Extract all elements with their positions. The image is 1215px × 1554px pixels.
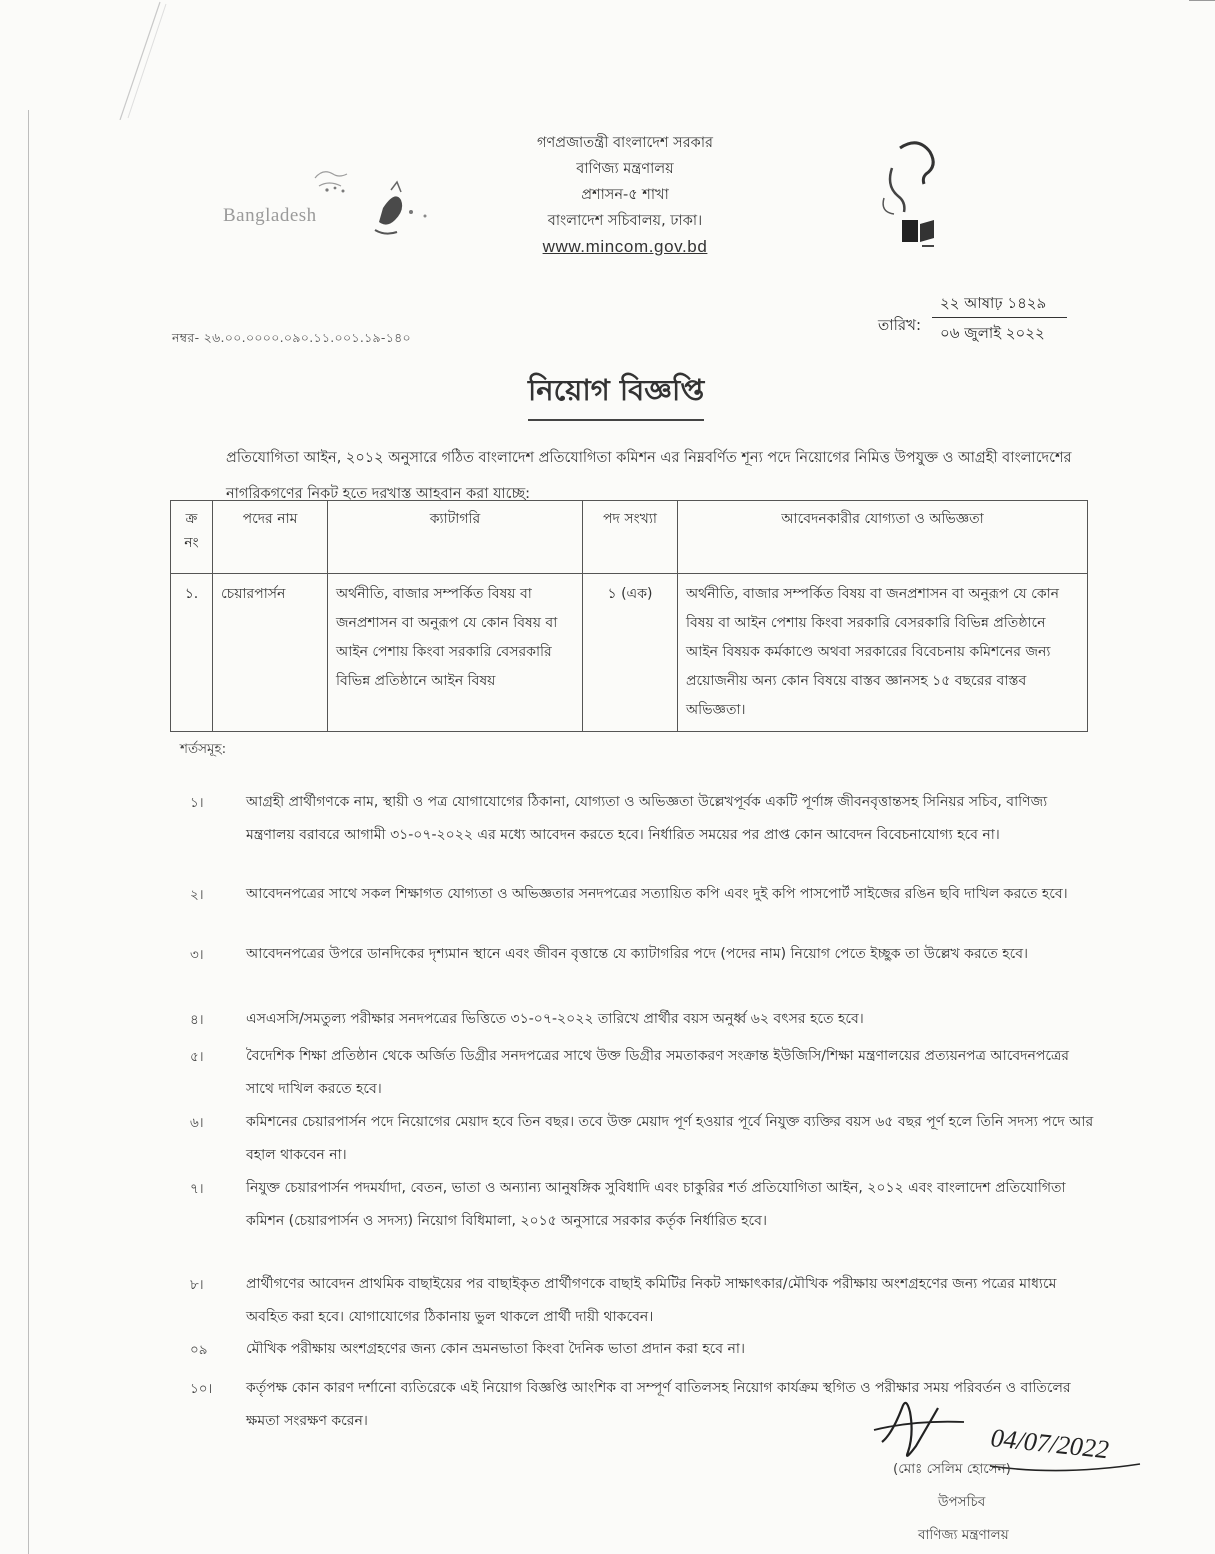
condition-number: ৫। <box>190 1049 204 1065</box>
signature-date: 04/07/2022 <box>989 1423 1111 1465</box>
condition-text: নিযুক্ত চেয়ারপার্সন পদমর্যাদা, বেতন, ভাতা ও অন্যান্য আনুষঙ্গিক সুবিধাদি এবং চাকুরির শর্ত প্রতিযোগিতা আইন, ২০১২ এবং বাংলাদেশ প্রতিযোগিতা কমিশন (চেয়ারপার্সন ও সদস্য) নিয়োগ বিধিমালা, ২০১৫ অনুসারে সরকার কর্তৃক নির্ধারিত হবে। <box>246 1180 1066 1229</box>
header-category: ক্যাটাগরি <box>328 501 583 574</box>
signatory-designation: উপসচিব <box>938 1494 986 1510</box>
row-category: অর্থনীতি, বাজার সম্পর্কিত বিষয় বা জনপ্রশাসন বা অনুরূপ যে কোন বিষয় বা আইন পেশায় কিংবা সরকারি বেসরকারি বিভিন্ন প্রতিষ্ঠানে আইন বিষয় <box>328 574 583 732</box>
condition-number: ২। <box>190 887 204 903</box>
condition-number: ৬। <box>190 1115 204 1131</box>
condition-text: মৌখিক পরীক্ষায় অংশগ্রহণের জন্য কোন ভ্রমনভাতা কিংবা দৈনিক ভাতা প্রদান করা হবে না। <box>246 1341 745 1357</box>
condition-number: ৪। <box>190 1012 204 1028</box>
website-link[interactable]: www.mincom.gov.bd <box>542 237 708 256</box>
condition-text: আগ্রহী প্রার্থীগণকে নাম, স্থায়ী ও পত্র যোগাযোগের ঠিকানা, যোগ্যতা ও অভিজ্ঞতা উল্লেখপূর্বক একটি পূর্ণাঙ্গ জীবনবৃত্তান্তসহ সিনিয়র সচিব, বাণিজ্য মন্ত্রণালয় বরাবরে আগামী ৩১-০৭-২০২২ এর মধ্যে আবেদন করতে হবে। নির্ধারিত সময়ের পর প্রাপ্ত কোন আবেদন বিবেচনাযোগ্য হবে না। <box>246 794 1048 843</box>
condition-number: ০৯ <box>190 1342 208 1358</box>
condition-number: ১০। <box>190 1381 213 1397</box>
condition-number: ৭। <box>190 1181 204 1197</box>
header-post-name: পদের নাম <box>213 501 328 574</box>
vacancy-table <box>170 500 1088 732</box>
row-post-count: ১ (এক) <box>583 574 678 732</box>
intro-text: প্রতিযোগিতা আইন, ২০১২ অনুসারে গঠিত বাংলাদেশ প্রতিযোগিতা কমিশন এর নিম্নবর্ণিত শূন্য পদে নিয়োগের নিমিত্ত উপযুক্ত ও আগ্রহী বাংলাদেশের নাগরিকগণের নিকট হতে দরখাস্ত আহবান করা যাচ্ছে: <box>226 450 1072 502</box>
govt-name: গণপ্রজাতন্ত্রী বাংলাদেশ সরকার <box>536 135 713 151</box>
header-post-count: পদ সংখ্যা <box>583 501 678 574</box>
condition-text: কর্তৃপক্ষ কোন কারণ দর্শানো ব্যতিরেকে এই নিয়োগ বিজ্ঞপ্তি আংশিক বা সম্পূর্ণ বাতিলসহ নিয়োগ কার্যক্রম স্থগিত ও পরীক্ষার সময় পরিবর্তন ও বাতিলের ক্ষমতা সংরক্ষণ করেন। <box>246 1380 1071 1429</box>
date-label: তারিখ: <box>878 316 922 334</box>
logo-country-text: Bangladesh <box>223 205 317 226</box>
memo-number: নম্বর- ২৬.০০.০০০০.০৯০.১১.০০১.১৯-১৪০ <box>172 330 411 345</box>
ministry-name: বাণিজ্য মন্ত্রণালয় <box>576 161 674 177</box>
condition-text: প্রার্থীগণের আবেদন প্রাথমিক বাছাইয়ের পর বাছাইকৃত প্রার্থীগণকে বাছাই কমিটির নিকট সাক্ষাৎকার/মৌখিক পরীক্ষায় অংশগ্রহণের জন্য পত্রের মাধ্যমে অবহিত করা হবে। যোগাযোগের ঠিকানায় ভুল থাকলে প্রার্থী দায়ী থাকবেন। <box>246 1276 1057 1325</box>
date-bangla: ২২ আষাঢ় ১৪২৯ <box>940 294 1047 312</box>
table-row <box>171 574 1088 732</box>
signatory-name: (মোঃ সেলিম হোসেন) <box>893 1461 1011 1477</box>
table-header-row <box>171 501 1088 574</box>
date-divider <box>932 317 1067 318</box>
condition-text: আবেদনপত্রের উপরে ডানদিকের দৃশ্যমান স্থানে এবং জীবন বৃত্তান্তে যে ক্যাটাগরির পদে (পদের নাম) নিয়োগ পেতে ইচ্ছুক তা উল্লেখ করতে হবে। <box>246 946 1029 962</box>
condition-number: ১। <box>190 795 204 811</box>
row-post-name: চেয়ারপার্সন <box>213 574 328 732</box>
condition-text: বৈদেশিক শিক্ষা প্রতিষ্ঠান থেকে অর্জিত ডিগ্রীর সনদপত্রের সাথে উক্ত ডিগ্রীর সমতাকরণ সংক্রান্ত ইউজিসি/শিক্ষা মন্ত্রণালয়ের প্রত্যয়নপত্র আবেদনপত্রের সাথে দাখিল করতে হবে। <box>246 1048 1069 1097</box>
mujib-year-logo <box>870 128 950 258</box>
condition-text: আবেদনপত্রের সাথে সকল শিক্ষাগত যোগ্যতা ও অভিজ্ঞতার সনদপত্রের সত্যায়িত কপি এবং দুই কপি পাসপোর্ট সাইজের রঙিন ছবি দাখিল করতে হবে। <box>246 886 1068 902</box>
branch-name: প্রশাসন-৫ শাখা <box>581 187 669 203</box>
condition-number: ৩। <box>190 947 204 963</box>
scan-fold-mark <box>0 0 200 120</box>
letterhead <box>480 130 770 260</box>
government-logo <box>215 150 455 260</box>
header-qualification: আবেদনকারীর যোগ্যতা ও অভিজ্ঞতা <box>678 501 1088 574</box>
conditions-heading: শর্তসমূহ: <box>180 741 227 757</box>
condition-number: ৮। <box>190 1277 204 1293</box>
row-serial: ১. <box>171 574 213 732</box>
signatory-ministry: বাণিজ্য মন্ত্রণালয় <box>918 1527 1009 1543</box>
scan-edge-top <box>1189 0 1215 1</box>
office-address: বাংলাদেশ সচিবালয়, ঢাকা। <box>547 213 703 229</box>
header-serial: ক্র নং <box>171 501 213 574</box>
condition-text: এসএসসি/সমতুল্য পরীক্ষার সনদপত্রের ভিত্তিতে ৩১-০৭-২০২২ তারিখে প্রার্থীর বয়স অনুর্ধ্ব ৬২ বৎসর হতে হবে। <box>246 1011 864 1027</box>
date-english: ০৬ জুলাই ২০২২ <box>940 324 1045 342</box>
condition-text: কমিশনের চেয়ারপার্সন পদে নিয়োগের মেয়াদ হবে তিন বছর। তবে উক্ত মেয়াদ পূর্ণ হওয়ার পূর্বে নিযুক্ত ব্যক্তির বয়স ৬৫ বছর পূর্ণ হলে তিনি সদস্য পদে আর বহাল থাকবেন না। <box>246 1114 1094 1163</box>
page-title: নিয়োগ বিজ্ঞপ্তি <box>528 368 704 421</box>
row-qualification: অর্থনীতি, বাজার সম্পর্কিত বিষয় বা জনপ্রশাসন বা অনুরূপ যে কোন বিষয় বা আইন পেশায় কিংবা সরকারি বেসরকারি বিভিন্ন প্রতিষ্ঠানে আইন বিষয়ক কর্মকাণ্ডে অথবা সরকারের বিবেচনায় কমিশনের জন্য প্রয়োজনীয় অন্য কোন বিষয়ে বাস্তব জ্ঞানসহ ১৫ বছরের বাস্তব অভিজ্ঞতা। <box>678 574 1088 732</box>
scan-edge-left <box>28 110 29 1554</box>
